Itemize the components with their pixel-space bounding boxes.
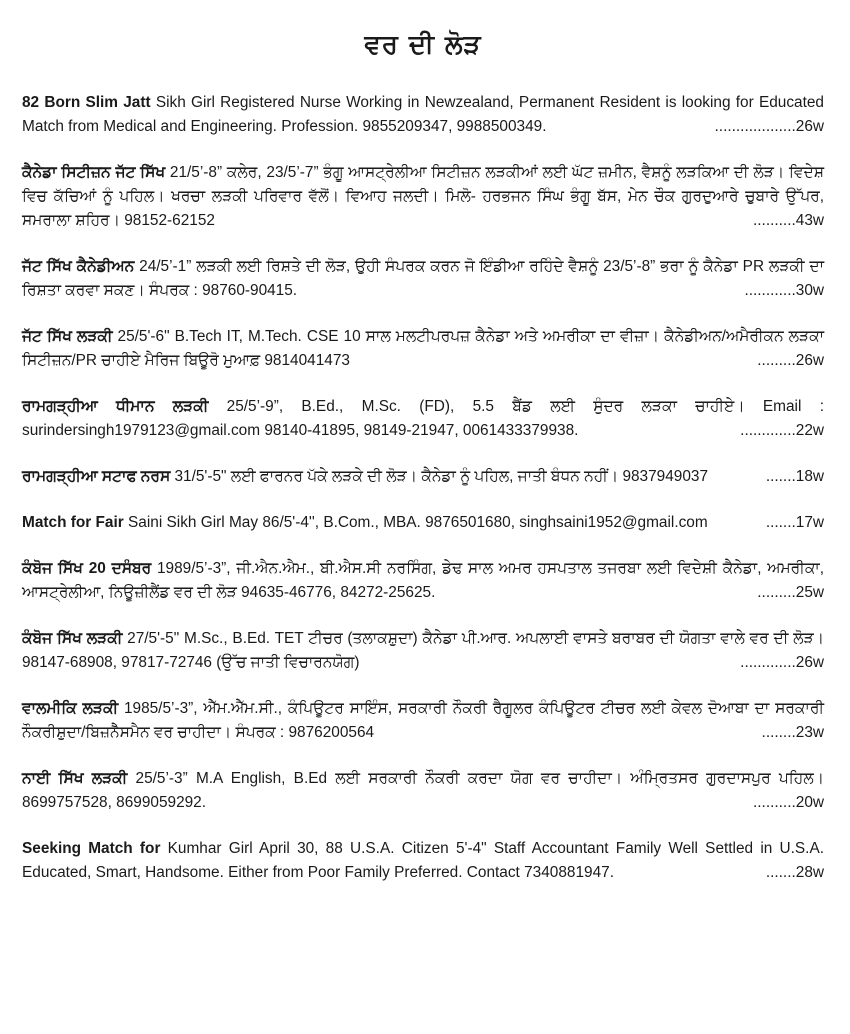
ad-heading: ਜੱਟ ਸਿੱਖ ਲੜਕੀ <box>22 328 113 345</box>
classified-ad-9 <box>22 627 824 675</box>
ad-heading: ਰਾਮਗੜ੍ਹੀਆ ਸਟਾਫ ਨਰਸ <box>22 468 171 485</box>
ad-body: 21/5’-8” ਕਲੇਰ, 23/5’-7” ਭੰਗੂ ਆਸਟ੍ਰੇਲੀਆ ਸਿਟੀਜ਼ਨ ਲੜਕੀਆਂ ਲਈ ਘੱਟ ਜ਼ਮੀਨ, ਵੈਸ਼ਨੂੰ ਲੜਕਿਆ ਦੀ ਲੋੜ। ਵਿਦੇਸ਼ ਵਿਚ ਕੱਚਿਆਂ ਨੂੰ ਪਹਿਲ। ਖਰਚਾ ਲੜਕੀ ਪਰਿਵਾਰ ਵੱਲੋਂ। ਵਿਆਹ ਜਲਦੀ। ਮਿਲੋ- ਹਰਭਜਨ ਸਿੰਘ ਭੰਗੂ ਬੱਸ, ਮੇਨ ਚੌਕ ਗੁਰਦੁਆਰੇ ਚੁਬਾਰੇ ਉੱਪਰ, ਸਮਰਾਲਾ ਸ਼ਹਿਰ। 98152-62152 <box>22 164 824 229</box>
ad-heading: ਕੰਬੋਜ ਸਿੱਖ 20 ਦਸੰਬਰ <box>22 560 152 577</box>
ad-body: 24/5’-1” ਲੜਕੀ ਲਈ ਰਿਸ਼ਤੇ ਦੀ ਲੋੜ, ਉਹੀ ਸੰਪਰਕ ਕਰਨ ਜੋ ਇੰਡੀਆ ਰਹਿੰਦੇ ਵੈਸ਼ਨੂੰ 23/5’-8” ਭਰਾ ਨੂੰ ਕੈਨੇਡਾ PR ਲੜਕੀ ਦਾ ਰਿਸ਼ਤਾ ਕਰਵਾ ਸਕਣ। ਸੰਪਰਕ : 98760-90415. <box>22 258 824 299</box>
ad-heading: 82 Born Slim Jatt <box>22 94 151 111</box>
ad-body: 25/5'-6" B.Tech IT, M.Tech. CSE 10 ਸਾਲ ਮਲਟੀਪਰਪਜ਼ ਕੈਨੇਡਾ ਅਤੇ ਅਮਰੀਕਾ ਦਾ ਵੀਜ਼ਾ। ਕੈਨੇਡੀਅਨ/ਅਮੈਰੀਕਨ ਲੜਕਾ ਸਿਟੀਜ਼ਨ/PR ਚਾਹੀਏ ਮੈਰਿਜ ਬਿਊਰੋ ਮੁਆਫ਼ 9814041473 <box>22 328 824 369</box>
matrimonial-page <box>22 0 824 907</box>
ad-body: 1985/5’-3”, ਐੱਮ.ਐੱਮ.ਸੀ., ਕੰਪਿਊਟਰ ਸਾਇੰਸ, ਸਰਕਾਰੀ ਨੌਕਰੀ ਰੈਗੂਲਰ ਕੰਪਿਊਟਰ ਟੀਚਰ ਲਈ ਕੇਵਲ ਦੋਆਬਾ ਦਾ ਸਰਕਾਰੀ ਨੌਕਰੀਸ਼ੁਦਾ/ਬਿਜ਼ਨੈੱਸਮੈਨ ਵਰ ਚਾਹੀਦਾ। ਸੰਪਰਕ : 9876200564 <box>22 700 824 741</box>
ad-code: .......18w <box>765 468 824 485</box>
ad-code: .......17w <box>765 514 824 531</box>
classified-ad-8 <box>22 557 824 605</box>
ad-heading: ਜੱਟ ਸਿੱਖ ਕੈਨੇਡੀਅਨ <box>22 258 135 275</box>
ad-heading: ਕੰਬੋਜ ਸਿੱਖ ਲੜਕੀ <box>22 630 123 647</box>
ad-heading: Seeking Match for <box>22 840 161 857</box>
ad-code: ...................26w <box>714 118 824 135</box>
classified-ad-7 <box>22 511 824 535</box>
classified-ad-5 <box>22 395 824 443</box>
ad-code: ..........43w <box>753 212 824 229</box>
ad-heading: Match for Fair <box>22 514 124 531</box>
ad-code: ..........20w <box>753 794 824 811</box>
ad-code: .............26w <box>740 654 824 671</box>
ad-heading: ਨਾਈ ਸਿੱਖ ਲੜਕੀ <box>22 770 128 787</box>
ad-body: 25/5’-9”, B.Ed., M.Sc. (FD), 5.5 ਬੈਂਡ ਲਈ ਸੁੰਦਰ ਲੜਕਾ ਚਾਹੀਏ। Email : surindersingh1979123@gmail.com 98140-41895, 98149-21947, 0061433379938. <box>22 398 824 439</box>
classified-ad-2 <box>22 161 824 233</box>
ad-heading: ਰਾਮਗੜ੍ਹੀਆ ਧੀਮਾਨ ਲੜਕੀ <box>22 398 209 415</box>
ad-code: ............30w <box>744 282 824 299</box>
classified-ad-4 <box>22 325 824 373</box>
ad-body: Saini Sikh Girl May 86/5'-4'', B.Com., MBA. 9876501680, singhsaini1952@gmail.com <box>123 514 708 531</box>
ad-body: Kumhar Girl April 30, 88 U.S.A. Citizen 5'-4" Staff Accountant Family Well Settled in U.S.A. Educated, Smart, Handsome. Either from Poor Family Preferred. Contact 7340881947. <box>22 840 824 881</box>
ad-code: .........26w <box>757 352 824 369</box>
ad-heading: ਕੈਨੇਡਾ ਸਿਟੀਜ਼ਨ ਜੱਟ ਸਿੱਖ <box>22 164 166 181</box>
classified-ad-10 <box>22 697 824 745</box>
ad-body: Sikh Girl Registered Nurse Working in Newzealand, Permanent Resident is looking for Educated Match from Medical and Engineering. Profession. 9855209347, 9988500349. <box>22 94 824 135</box>
classified-ad-1 <box>22 91 824 139</box>
classified-ad-12 <box>22 837 824 885</box>
ad-body: 31/5'-5" ਲਈ ਫਾਰਨਰ ਪੱਕੇ ਲੜਕੇ ਦੀ ਲੋੜ। ਕੈਨੇਡਾ ਨੂੰ ਪਹਿਲ, ਜਾਤੀ ਬੰਧਨ ਨਹੀਂ। 9837949037 <box>170 468 709 485</box>
ad-code: .........25w <box>757 584 824 601</box>
ad-body: 27/5'-5" M.Sc., B.Ed. TET ਟੀਚਰ (ਤਲਾਕਸ਼ੁਦਾ) ਕੈਨੇਡਾ ਪੀ.ਆਰ. ਅਪਲਾਈ ਵਾਸਤੇ ਬਰਾਬਰ ਦੀ ਯੋਗਤਾ ਵਾਲੇ ਵਰ ਦੀ ਲੋੜ। 98147-68908, 97817-72746 (ਉੱਚ ਜਾਤੀ ਵਿਚਾਰਨਯੋਗ) <box>22 630 824 671</box>
ad-code: .......28w <box>765 864 824 881</box>
ad-body: 25/5’-3” M.A English, B.Ed ਲਈ ਸਰਕਾਰੀ ਨੌਕਰੀ ਕਰਦਾ ਯੋਗ ਵਰ ਚਾਹੀਦਾ। ਅੰਮ੍ਰਿਤਸਰ ਗੁਰਦਾਸਪੁਰ ਪਹਿਲ। 8699757528, 8699059292. <box>22 770 824 811</box>
classified-ad-6 <box>22 465 824 489</box>
classified-ad-3 <box>22 255 824 303</box>
ad-code: .............22w <box>740 422 824 439</box>
ad-code: ........23w <box>761 724 824 741</box>
ad-heading: ਵਾਲਮੀਕਿ ਲੜਕੀ <box>22 700 119 717</box>
ad-body: 1989/5’-3”, ਜੀ.ਐਨ.ਐਮ., ਬੀ.ਐਸ.ਸੀ ਨਰਸਿੰਗ, ਡੇਢ ਸਾਲ ਅਮਰ ਹਸਪਤਾਲ ਤਜਰਬਾ ਲਈ ਵਿਦੇਸ਼ੀ ਕੈਨੇਡਾ, ਅਮਰੀਕਾ, ਆਸਟ੍ਰੇਲੀਆ, ਨਿਊਜ਼ੀਲੈਂਡ ਵਰ ਦੀ ਲੋੜ 94635-46776, 84272-25625. <box>22 560 824 601</box>
page-title: ਵਰ ਦੀ ਲੋੜ <box>364 30 482 60</box>
classified-ad-11 <box>22 767 824 815</box>
